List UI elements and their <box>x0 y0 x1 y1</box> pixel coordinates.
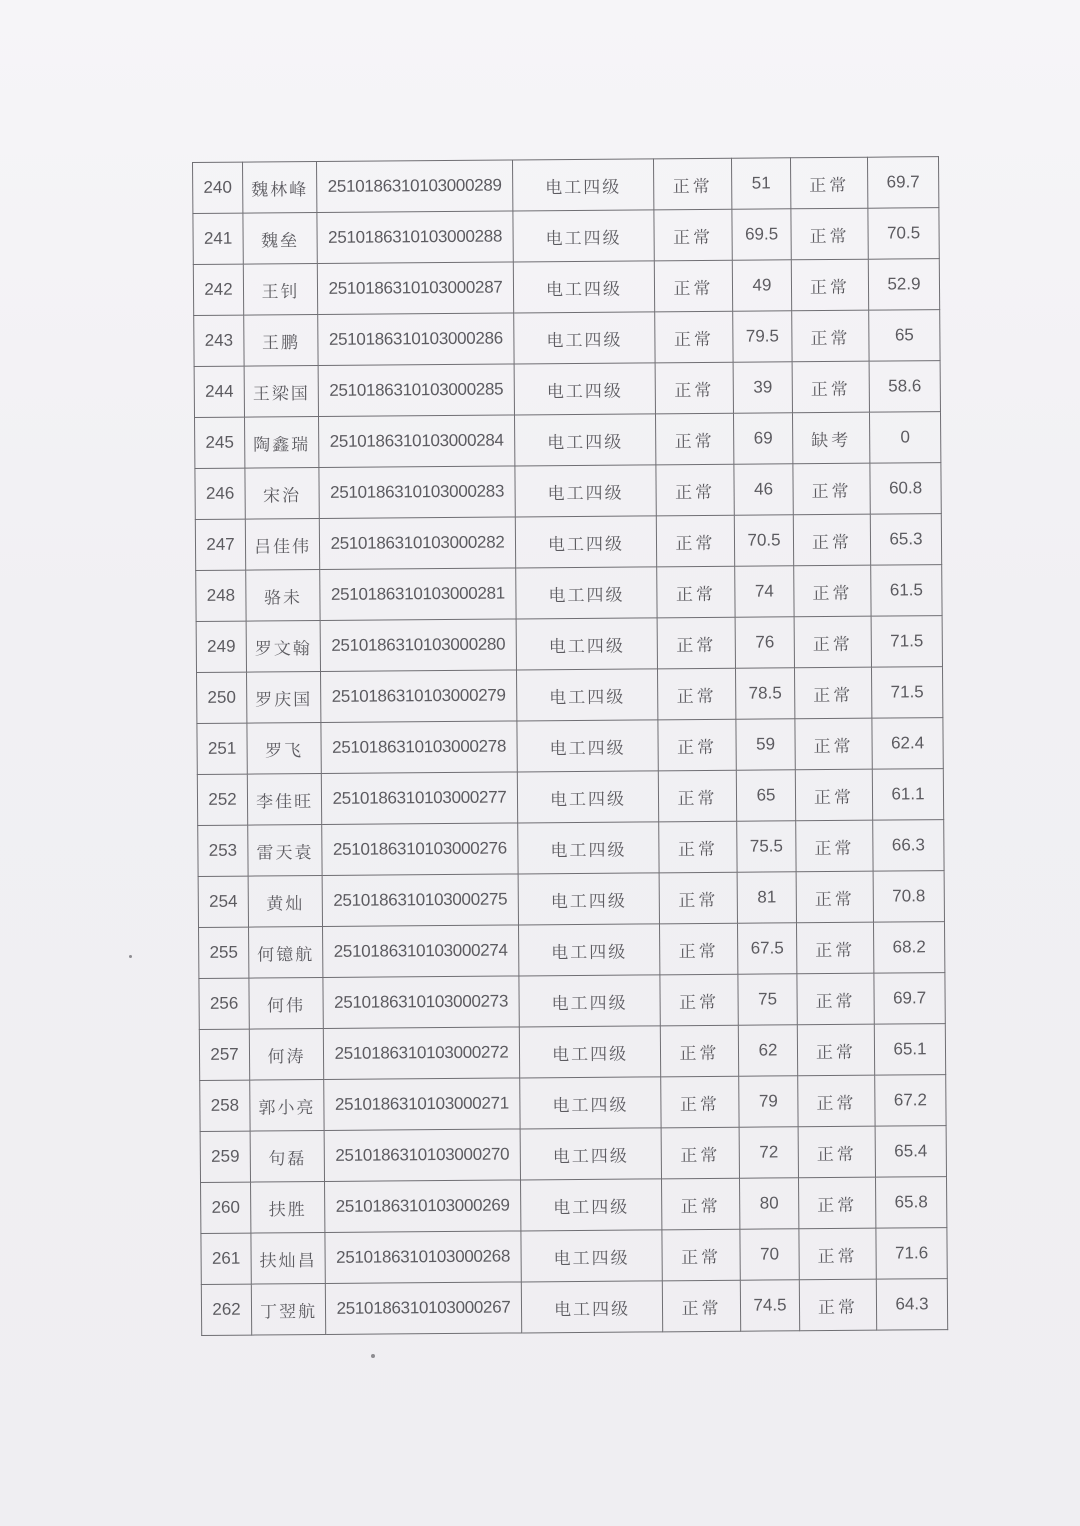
exam-type-cell: 电工四级 <box>521 1230 662 1282</box>
row-number-cell: 247 <box>195 519 245 570</box>
theory-status-cell: 正常 <box>657 668 735 720</box>
candidate-name-cell: 吕佳伟 <box>245 519 319 571</box>
theory-status-cell: 正常 <box>662 1178 740 1230</box>
candidate-name-cell: 黄灿 <box>248 876 322 928</box>
row-number-cell: 253 <box>198 825 248 876</box>
table-row <box>197 667 943 724</box>
certificate-id-cell: 2510186310103000274 <box>323 925 519 978</box>
practical-status-cell: 正常 <box>797 1024 874 1076</box>
practical-score-cell: 62.4 <box>872 718 943 770</box>
practical-score-cell: 71.6 <box>876 1228 947 1280</box>
exam-type-cell: 电工四级 <box>512 159 653 211</box>
exam-type-cell: 电工四级 <box>516 669 657 721</box>
candidate-name-cell: 罗庆国 <box>247 672 321 724</box>
exam-type-cell: 电工四级 <box>517 720 658 772</box>
theory-score-cell: 81 <box>737 872 796 923</box>
practical-score-cell: 71.5 <box>871 667 942 719</box>
practical-status-cell: 正常 <box>798 1126 875 1178</box>
exam-type-cell: 电工四级 <box>517 771 658 823</box>
exam-type-cell: 电工四级 <box>520 1128 661 1180</box>
theory-status-cell: 正常 <box>661 1127 739 1179</box>
candidate-name-cell: 罗文翰 <box>246 621 320 673</box>
row-number-cell: 244 <box>194 366 244 417</box>
practical-status-cell: 正常 <box>790 157 867 209</box>
practical-status-cell: 正常 <box>798 1177 875 1229</box>
table-row <box>199 973 945 1030</box>
practical-status-cell: 正常 <box>791 208 868 260</box>
theory-status-cell: 正常 <box>657 566 735 618</box>
practical-score-cell: 69.7 <box>867 157 938 209</box>
practical-status-cell: 正常 <box>799 1279 876 1331</box>
practical-score-cell: 67.2 <box>875 1075 946 1127</box>
practical-status-cell: 正常 <box>793 514 870 566</box>
exam-type-cell: 电工四级 <box>518 873 659 925</box>
certificate-id-cell: 2510186310103000287 <box>317 262 513 315</box>
certificate-id-cell: 2510186310103000273 <box>323 976 519 1029</box>
certificate-id-cell: 2510186310103000281 <box>320 568 516 621</box>
exam-type-cell: 电工四级 <box>521 1281 662 1333</box>
row-number-cell: 242 <box>193 264 243 315</box>
certificate-id-cell: 2510186310103000284 <box>319 415 515 468</box>
candidate-name-cell: 王钊 <box>243 264 317 316</box>
row-number-cell: 249 <box>196 621 246 672</box>
theory-score-cell: 69 <box>733 413 792 464</box>
table-row <box>194 361 940 418</box>
row-number-cell: 250 <box>197 672 247 723</box>
table-row <box>195 463 941 520</box>
candidate-name-cell: 魏垒 <box>243 213 317 265</box>
candidate-name-cell: 王鹏 <box>244 315 318 367</box>
theory-score-cell: 65 <box>736 770 795 821</box>
theory-score-cell: 80 <box>739 1178 798 1229</box>
exam-type-cell: 电工四级 <box>514 363 655 415</box>
practical-score-cell: 0 <box>869 412 940 464</box>
exam-type-cell: 电工四级 <box>516 567 657 619</box>
certificate-id-cell: 2510186310103000288 <box>317 211 513 264</box>
theory-status-cell: 正常 <box>662 1280 740 1332</box>
theory-score-cell: 69.5 <box>732 209 791 260</box>
practical-status-cell: 正常 <box>791 259 868 311</box>
practical-score-cell: 65.3 <box>870 514 941 566</box>
certificate-id-cell: 2510186310103000278 <box>321 721 517 774</box>
practical-score-cell: 68.2 <box>873 922 944 974</box>
exam-type-cell: 电工四级 <box>518 822 659 874</box>
table-row <box>199 922 945 979</box>
theory-status-cell: 正常 <box>653 158 731 210</box>
practical-status-cell: 正常 <box>799 1228 876 1280</box>
row-number-cell: 252 <box>197 774 247 825</box>
practical-status-cell: 正常 <box>795 769 872 821</box>
certificate-id-cell: 2510186310103000268 <box>325 1231 521 1284</box>
certificate-id-cell: 2510186310103000279 <box>321 670 517 723</box>
theory-status-cell: 正常 <box>659 872 737 924</box>
table-row <box>195 412 941 469</box>
table-row <box>193 259 939 316</box>
theory-score-cell: 75 <box>738 974 797 1025</box>
candidate-name-cell: 郭小亮 <box>250 1079 324 1131</box>
table-row <box>195 514 941 571</box>
candidate-name-cell: 何伟 <box>249 977 323 1029</box>
practical-status-cell: 正常 <box>794 667 871 719</box>
table-row <box>197 718 943 775</box>
table-row <box>199 1024 945 1081</box>
theory-score-cell: 75.5 <box>737 821 796 872</box>
candidate-name-cell: 李佳旺 <box>247 774 321 826</box>
theory-score-cell: 49 <box>732 260 791 311</box>
theory-status-cell: 正常 <box>660 974 738 1026</box>
candidate-name-cell: 宋治 <box>245 468 319 520</box>
theory-status-cell: 正常 <box>658 770 736 822</box>
practical-score-cell: 58.6 <box>869 361 940 413</box>
theory-status-cell: 正常 <box>656 464 734 516</box>
theory-status-cell: 正常 <box>661 1076 739 1128</box>
exam-type-cell: 电工四级 <box>519 975 660 1027</box>
certificate-id-cell: 2510186310103000269 <box>325 1180 521 1233</box>
row-number-cell: 246 <box>195 468 245 519</box>
table-row <box>200 1126 946 1183</box>
certificate-id-cell: 2510186310103000267 <box>325 1282 521 1335</box>
practical-status-cell: 正常 <box>796 871 873 923</box>
row-number-cell: 262 <box>201 1284 251 1335</box>
certificate-id-cell: 2510186310103000277 <box>321 772 517 825</box>
practical-status-cell: 缺考 <box>792 412 869 464</box>
table-row <box>193 208 939 265</box>
exam-type-cell: 电工四级 <box>521 1179 662 1231</box>
practical-status-cell: 正常 <box>792 361 869 413</box>
certificate-id-cell: 2510186310103000272 <box>323 1027 519 1080</box>
exam-score-table <box>192 156 948 1336</box>
theory-status-cell: 正常 <box>654 209 732 261</box>
practical-status-cell: 正常 <box>798 1075 875 1127</box>
certificate-id-cell: 2510186310103000271 <box>324 1078 520 1131</box>
candidate-name-cell: 何镱航 <box>249 926 323 978</box>
theory-score-cell: 70 <box>740 1229 799 1280</box>
theory-status-cell: 正常 <box>657 617 735 669</box>
table-row <box>198 820 944 877</box>
practical-status-cell: 正常 <box>793 463 870 515</box>
theory-score-cell: 62 <box>738 1025 797 1076</box>
theory-status-cell: 正常 <box>659 821 737 873</box>
practical-status-cell: 正常 <box>794 616 871 668</box>
table-row <box>198 871 944 928</box>
practical-status-cell: 正常 <box>796 922 873 974</box>
practical-score-cell: 69.7 <box>874 973 945 1025</box>
certificate-id-cell: 2510186310103000270 <box>324 1129 520 1182</box>
theory-score-cell: 74 <box>735 566 794 617</box>
candidate-name-cell: 丁翌航 <box>251 1283 325 1335</box>
theory-status-cell: 正常 <box>659 923 737 975</box>
practical-score-cell: 61.1 <box>872 769 943 821</box>
candidate-name-cell: 罗飞 <box>247 723 321 775</box>
practical-score-cell: 65 <box>869 310 940 362</box>
certificate-id-cell: 2510186310103000276 <box>322 823 518 876</box>
practical-score-cell: 66.3 <box>873 820 944 872</box>
practical-score-cell: 64.3 <box>876 1279 947 1331</box>
row-number-cell: 241 <box>193 213 243 264</box>
practical-status-cell: 正常 <box>796 820 873 872</box>
exam-type-cell: 电工四级 <box>513 210 654 262</box>
row-number-cell: 243 <box>194 315 244 366</box>
exam-type-cell: 电工四级 <box>519 1026 660 1078</box>
exam-type-cell: 电工四级 <box>514 312 655 364</box>
certificate-id-cell: 2510186310103000283 <box>319 466 515 519</box>
table-row <box>193 157 939 214</box>
candidate-name-cell: 魏林峰 <box>243 162 317 214</box>
certificate-id-cell: 2510186310103000286 <box>318 313 514 366</box>
theory-score-cell: 78.5 <box>735 668 794 719</box>
theory-status-cell: 正常 <box>662 1229 740 1281</box>
table-row <box>201 1228 947 1285</box>
practical-status-cell: 正常 <box>797 973 874 1025</box>
theory-status-cell: 正常 <box>655 413 733 465</box>
theory-score-cell: 79 <box>739 1076 798 1127</box>
row-number-cell: 261 <box>201 1233 251 1284</box>
table-row <box>201 1279 947 1336</box>
exam-type-cell: 电工四级 <box>516 618 657 670</box>
theory-score-cell: 72 <box>739 1127 798 1178</box>
practical-score-cell: 65.4 <box>875 1126 946 1178</box>
theory-status-cell: 正常 <box>655 311 733 363</box>
theory-score-cell: 51 <box>731 158 790 209</box>
theory-score-cell: 39 <box>733 362 792 413</box>
theory-score-cell: 46 <box>734 464 793 515</box>
theory-score-cell: 70.5 <box>734 515 793 566</box>
theory-score-cell: 79.5 <box>733 311 792 362</box>
practical-score-cell: 65.8 <box>875 1177 946 1229</box>
certificate-id-cell: 2510186310103000282 <box>319 517 515 570</box>
theory-status-cell: 正常 <box>655 362 733 414</box>
exam-type-cell: 电工四级 <box>515 465 656 517</box>
theory-status-cell: 正常 <box>660 1025 738 1077</box>
candidate-name-cell: 王梁国 <box>244 366 318 418</box>
practical-score-cell: 60.8 <box>870 463 941 515</box>
exam-type-cell: 电工四级 <box>514 414 655 466</box>
row-number-cell: 256 <box>199 978 249 1029</box>
certificate-id-cell: 2510186310103000275 <box>322 874 518 927</box>
theory-status-cell: 正常 <box>658 719 736 771</box>
candidate-name-cell: 陶鑫瑞 <box>245 417 319 469</box>
practical-score-cell: 71.5 <box>871 616 942 668</box>
practical-score-cell: 65.1 <box>874 1024 945 1076</box>
row-number-cell: 257 <box>199 1029 249 1080</box>
row-number-cell: 245 <box>195 417 245 468</box>
exam-type-cell: 电工四级 <box>513 261 654 313</box>
practical-status-cell: 正常 <box>794 565 871 617</box>
candidate-name-cell: 何涛 <box>249 1028 323 1080</box>
table-row <box>194 310 940 367</box>
row-number-cell: 254 <box>198 876 248 927</box>
certificate-id-cell: 2510186310103000285 <box>318 364 514 417</box>
row-number-cell: 258 <box>200 1080 250 1131</box>
theory-score-cell: 76 <box>735 617 794 668</box>
practical-score-cell: 70.8 <box>873 871 944 923</box>
scan-speck <box>371 1354 375 1358</box>
theory-score-cell: 59 <box>736 719 795 770</box>
certificate-id-cell: 2510186310103000289 <box>317 160 513 213</box>
row-number-cell: 260 <box>201 1182 251 1233</box>
scan-speck <box>129 955 132 958</box>
candidate-name-cell: 雷天袁 <box>248 825 322 877</box>
exam-type-cell: 电工四级 <box>515 516 656 568</box>
candidate-name-cell: 扶胜 <box>251 1181 325 1233</box>
candidate-name-cell: 扶灿昌 <box>251 1232 325 1284</box>
table-row <box>196 565 942 622</box>
table-row <box>200 1075 946 1132</box>
practical-score-cell: 52.9 <box>868 259 939 311</box>
theory-status-cell: 正常 <box>656 515 734 567</box>
exam-type-cell: 电工四级 <box>519 924 660 976</box>
theory-score-cell: 74.5 <box>740 1280 799 1331</box>
exam-type-cell: 电工四级 <box>520 1077 661 1129</box>
theory-score-cell: 67.5 <box>737 923 796 974</box>
table-row <box>201 1177 947 1234</box>
practical-status-cell: 正常 <box>792 310 869 362</box>
candidate-name-cell: 句磊 <box>250 1130 324 1182</box>
row-number-cell: 240 <box>193 162 243 213</box>
row-number-cell: 255 <box>199 927 249 978</box>
practical-status-cell: 正常 <box>795 718 872 770</box>
candidate-name-cell: 骆未 <box>246 570 320 622</box>
row-number-cell: 259 <box>200 1131 250 1182</box>
row-number-cell: 251 <box>197 723 247 774</box>
row-number-cell: 248 <box>196 570 246 621</box>
theory-status-cell: 正常 <box>654 260 732 312</box>
table-row <box>196 616 942 673</box>
table-body <box>193 157 948 1336</box>
table-row <box>197 769 943 826</box>
practical-score-cell: 70.5 <box>868 208 939 260</box>
practical-score-cell: 61.5 <box>871 565 942 617</box>
certificate-id-cell: 2510186310103000280 <box>320 619 516 672</box>
